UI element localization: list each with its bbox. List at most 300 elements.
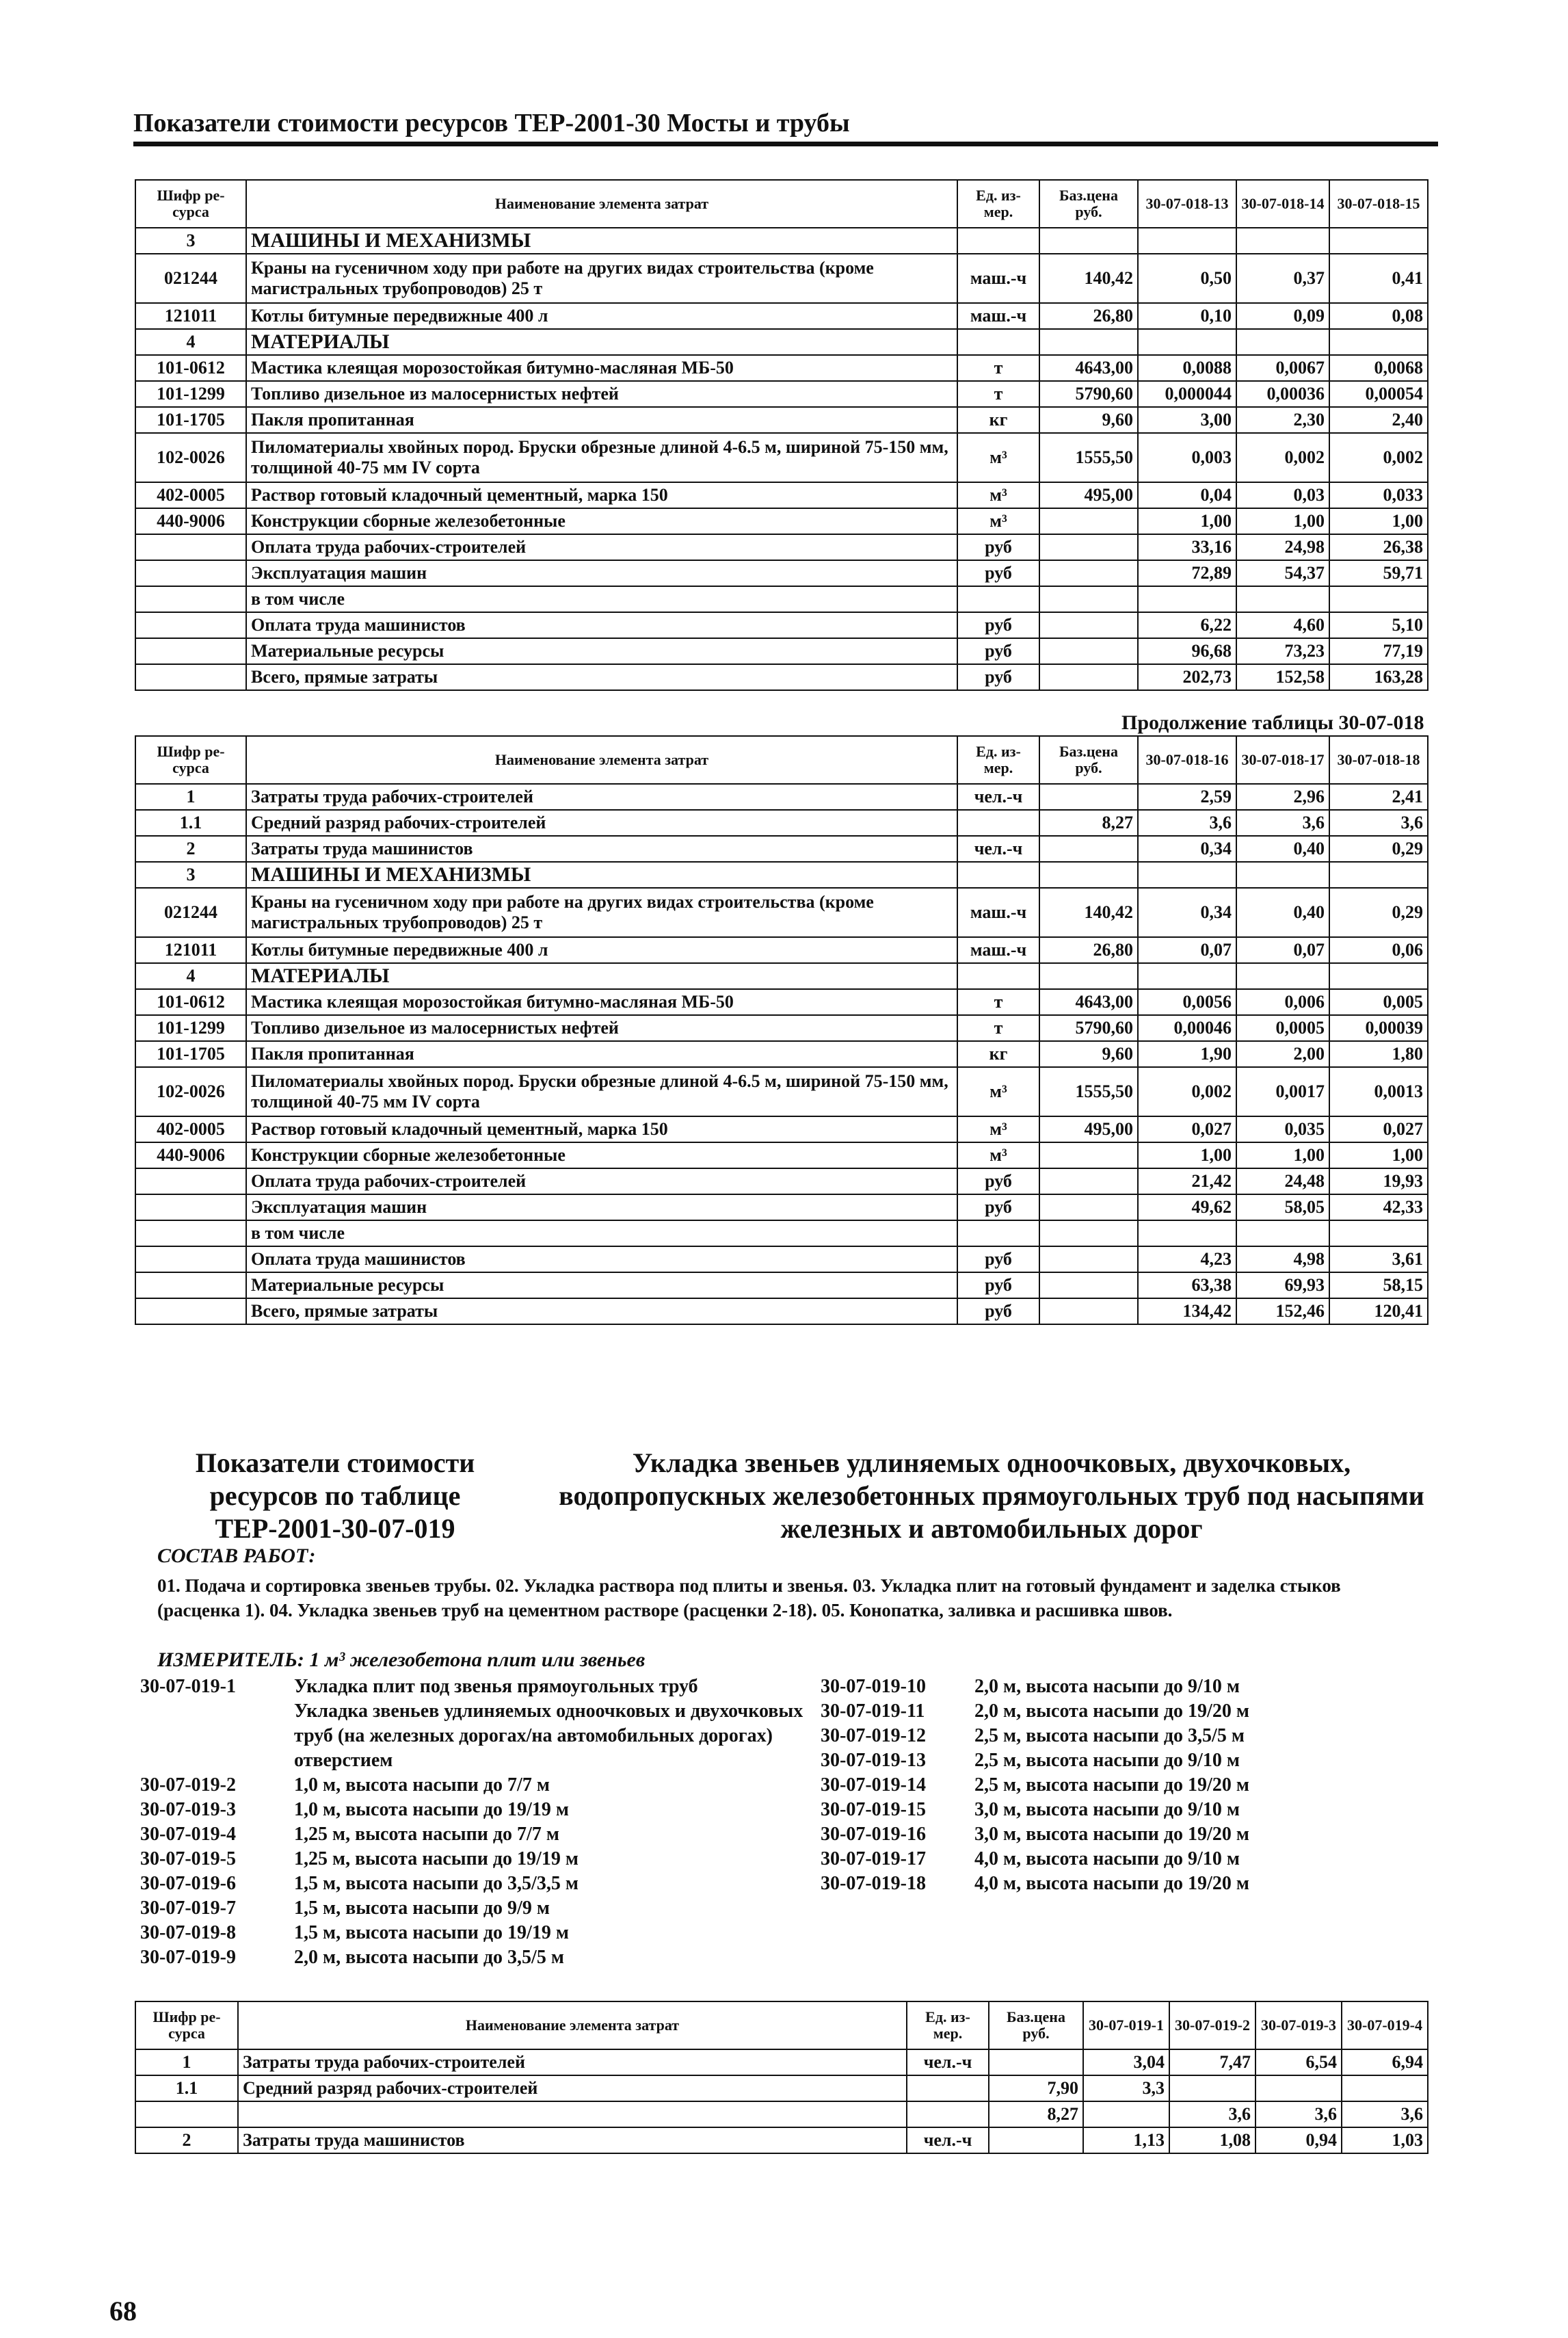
table-cell: маш.-ч (957, 303, 1039, 329)
table-row (135, 1116, 1428, 1142)
table-cell: 69,93 (1236, 1272, 1329, 1298)
table-cell: руб (957, 560, 1039, 586)
table-cell: 4,23 (1138, 1246, 1236, 1272)
table-cell: 3,00 (1138, 407, 1236, 433)
code-number: 30-07-019-5 (140, 1848, 236, 1869)
table-cell: 152,46 (1236, 1298, 1329, 1324)
table-cell (1138, 963, 1236, 989)
table-cell: Затраты труда рабочих-строителей (246, 784, 957, 810)
table-cell (1138, 862, 1236, 888)
table-cell (135, 664, 246, 690)
code-description: 1,0 м, высота насыпи до 7/7 м (294, 1774, 550, 1796)
table-header-row (135, 180, 1428, 228)
table-cell: 163,28 (1329, 664, 1428, 690)
table-cell: т (957, 1015, 1039, 1041)
code-list-item (140, 1945, 810, 1970)
code-number: 30-07-019-7 (140, 1897, 236, 1919)
code-number: 30-07-019-2 (140, 1774, 236, 1796)
table-cell: 26,80 (1039, 937, 1138, 963)
code-description: 3,0 м, высота насыпи до 19/20 м (974, 1824, 1249, 1845)
table-cell: 7,90 (989, 2075, 1083, 2101)
table-cell: 0,027 (1329, 1116, 1428, 1142)
table-row (135, 586, 1428, 612)
codes-list-left (140, 1674, 810, 1970)
table-cell: 2,41 (1329, 784, 1428, 810)
cost-table-019 (135, 2001, 1429, 2154)
code-list-item (140, 1773, 810, 1798)
table-cell: Материальные ресурсы (246, 638, 957, 664)
table-row (135, 963, 1428, 989)
table-cell (135, 586, 246, 612)
table-row (135, 1272, 1428, 1298)
code-list-item (140, 1921, 810, 1945)
code-list-item (821, 1699, 1436, 1724)
table-row (135, 784, 1428, 810)
table-row (135, 836, 1428, 862)
table-cell: м³ (957, 433, 1039, 482)
table-row (135, 1298, 1428, 1324)
table-cell: 2,00 (1236, 1041, 1329, 1067)
table-cell: Оплата труда машинистов (246, 612, 957, 638)
table-cell (135, 638, 246, 664)
column-header: Ед. из-мер. (907, 2001, 989, 2049)
column-header: Шифр ре-сурса (135, 2001, 238, 2049)
table-cell: Оплата труда рабочих-строителей (246, 1168, 957, 1194)
table-continuation-caption: Продолжение таблицы 30-07-018 (1121, 711, 1424, 734)
table-cell (1039, 1142, 1138, 1168)
table-cell: 6,94 (1342, 2049, 1428, 2075)
code-number: 30-07-019-9 (140, 1947, 236, 1968)
table-cell (135, 2101, 238, 2127)
table-cell (907, 2075, 989, 2101)
table-cell: 77,19 (1329, 638, 1428, 664)
table-cell: Котлы битумные передвижные 400 л (246, 303, 957, 329)
code-number: 30-07-019-10 (821, 1676, 926, 1697)
table-cell: 0,0068 (1329, 355, 1428, 381)
table-cell: 0,000044 (1138, 381, 1236, 407)
table-cell: 0,035 (1236, 1116, 1329, 1142)
table-cell: Топливо дизельное из малосернистых нефтей (246, 381, 957, 407)
table-cell (1236, 963, 1329, 989)
code-number: 30-07-019-15 (821, 1799, 926, 1820)
table-cell: 1555,50 (1039, 1067, 1138, 1116)
table-row (135, 1067, 1428, 1116)
table-cell: 1,80 (1329, 1041, 1428, 1067)
column-header: 30-07-018-18 (1329, 736, 1428, 784)
table-cell: 42,33 (1329, 1194, 1428, 1220)
code-description: 2,0 м, высота насыпи до 3,5/5 м (294, 1947, 564, 1968)
table-row (135, 1041, 1428, 1067)
table-cell: 0,005 (1329, 989, 1428, 1015)
table-cell: в том числе (246, 1220, 957, 1246)
table-cell: 102-0026 (135, 433, 246, 482)
table-cell: Пиломатериалы хвойных пород. Бруски обрезные длиной 4-6.5 м, шириной 75-150 мм, толщиной 40-75 мм IV сорта (246, 1067, 957, 1116)
code-number: 30-07-019-18 (821, 1873, 926, 1894)
code-description: 2,0 м, высота насыпи до 9/10 м (974, 1676, 1240, 1697)
table-cell: Всего, прямые затраты (246, 1298, 957, 1324)
table-cell: 0,04 (1138, 482, 1236, 508)
table-cell: 24,48 (1236, 1168, 1329, 1194)
table-cell: 0,29 (1329, 888, 1428, 937)
table-cell: 3,61 (1329, 1246, 1428, 1272)
table-cell: 0,0005 (1236, 1015, 1329, 1041)
column-header: 30-07-018-15 (1329, 180, 1428, 228)
table-cell: МАТЕРИАЛЫ (246, 329, 957, 355)
table-cell: 3,6 (1236, 810, 1329, 836)
table-cell: 1555,50 (1039, 433, 1138, 482)
table-cell: 0,07 (1236, 937, 1329, 963)
table-cell (1039, 862, 1138, 888)
table-cell: чел.-ч (907, 2127, 989, 2153)
table-cell: Топливо дизельное из малосернистых нефтей (246, 1015, 957, 1041)
table-cell (957, 228, 1039, 254)
code-list-item (140, 1822, 810, 1847)
table-cell (1236, 329, 1329, 355)
table-cell: 3,6 (1138, 810, 1236, 836)
code-description: 2,0 м, высота насыпи до 19/20 м (974, 1700, 1249, 1722)
table-cell (1329, 963, 1428, 989)
table-cell: 1,08 (1169, 2127, 1255, 2153)
codes-list-right (821, 1674, 1436, 1896)
table-cell: 5790,60 (1039, 381, 1138, 407)
table-row (135, 355, 1428, 381)
table-cell (1236, 586, 1329, 612)
table-cell: Пиломатериалы хвойных пород. Бруски обрезные длиной 4-6.5 м, шириной 75-150 мм, толщиной 40-75 мм IV сорта (246, 433, 957, 482)
table-cell: 0,94 (1255, 2127, 1342, 2153)
table-cell (1039, 664, 1138, 690)
code-list-item (140, 1674, 810, 1699)
table-cell: 4643,00 (1039, 989, 1138, 1015)
cost-table-018-16-18 (135, 735, 1429, 1325)
table-row (135, 810, 1428, 836)
code-list-item (821, 1847, 1436, 1871)
table-cell: 0,50 (1138, 254, 1236, 303)
table-cell: Всего, прямые затраты (246, 664, 957, 690)
code-description: Укладка плит под звенья прямоугольных труб (294, 1676, 698, 1697)
table-cell: маш.-ч (957, 254, 1039, 303)
table-cell: Котлы битумные передвижные 400 л (246, 937, 957, 963)
table-cell: 1,13 (1083, 2127, 1169, 2153)
column-header: 30-07-018-17 (1236, 736, 1329, 784)
table-row (135, 989, 1428, 1015)
table-row (135, 228, 1428, 254)
table-cell: 21,42 (1138, 1168, 1236, 1194)
table-cell: Затраты труда рабочих-строителей (238, 2049, 907, 2075)
table-cell: кг (957, 1041, 1039, 1067)
table-cell: 121011 (135, 937, 246, 963)
table-cell: 1,00 (1329, 1142, 1428, 1168)
table-cell (1039, 1194, 1138, 1220)
table-row (135, 937, 1428, 963)
table-cell: 9,60 (1039, 1041, 1138, 1067)
table-cell: 4 (135, 329, 246, 355)
table-cell (1039, 1272, 1138, 1298)
table-cell: 59,71 (1329, 560, 1428, 586)
table-cell (1039, 534, 1138, 560)
table-cell: 0,002 (1236, 433, 1329, 482)
table-cell: 0,03 (1236, 482, 1329, 508)
table-cell (1329, 329, 1428, 355)
table-cell: руб (957, 612, 1039, 638)
table-cell: 0,34 (1138, 888, 1236, 937)
table-cell: 0,40 (1236, 836, 1329, 862)
table-cell: Конструкции сборные железобетонные (246, 508, 957, 534)
table-cell (957, 586, 1039, 612)
code-number: 30-07-019-12 (821, 1725, 926, 1746)
code-number: 30-07-019-13 (821, 1750, 926, 1771)
table-cell: 0,0017 (1236, 1067, 1329, 1116)
table-row (135, 303, 1428, 329)
table-cell: т (957, 381, 1039, 407)
code-list-item (821, 1748, 1436, 1773)
table-row (135, 254, 1428, 303)
table-row (135, 1015, 1428, 1041)
table-cell: 4643,00 (1039, 355, 1138, 381)
table-cell: 6,54 (1255, 2049, 1342, 2075)
table-cell: руб (957, 1168, 1039, 1194)
table-cell: Раствор готовый кладочный цементный, марка 150 (246, 1116, 957, 1142)
table-row (135, 329, 1428, 355)
table-cell: м³ (957, 1142, 1039, 1168)
table-cell: 1.1 (135, 2075, 238, 2101)
column-header: Баз.цена руб. (989, 2001, 1083, 2049)
table-cell: 152,58 (1236, 664, 1329, 690)
table-cell: в том числе (246, 586, 957, 612)
table-cell: Мастика клеящая морозостойкая битумно-масляная МБ-50 (246, 989, 957, 1015)
code-description: 2,5 м, высота насыпи до 9/10 м (974, 1750, 1240, 1771)
column-header: Шифр ре-сурса (135, 180, 246, 228)
table-cell: 0,006 (1236, 989, 1329, 1015)
table-cell: Материальные ресурсы (246, 1272, 957, 1298)
code-list-item (821, 1798, 1436, 1822)
table-cell: руб (957, 1194, 1039, 1220)
table-cell: МАШИНЫ И МЕХАНИЗМЫ (246, 862, 957, 888)
table-row (135, 2075, 1428, 2101)
table-cell: 3,6 (1342, 2101, 1428, 2127)
column-header: Баз.цена руб. (1039, 736, 1138, 784)
table-cell: чел.-ч (957, 836, 1039, 862)
table-cell (135, 612, 246, 638)
table-cell: 1,00 (1236, 508, 1329, 534)
meter-heading: ИЗМЕРИТЕЛЬ: 1 м³ железобетона плит или звеньев (157, 1649, 646, 1671)
table-row (135, 862, 1428, 888)
table-cell: 101-1705 (135, 1041, 246, 1067)
table-cell: Раствор готовый кладочный цементный, марка 150 (246, 482, 957, 508)
table-cell (989, 2127, 1083, 2153)
table-cell: 0,08 (1329, 303, 1428, 329)
table-row (135, 1246, 1428, 1272)
table-row (135, 407, 1428, 433)
table-cell: 202,73 (1138, 664, 1236, 690)
table-cell: 402-0005 (135, 482, 246, 508)
table-cell (1342, 2075, 1428, 2101)
table-cell (989, 2049, 1083, 2075)
table-cell (238, 2101, 907, 2127)
table-cell (135, 1194, 246, 1220)
table-cell: чел.-ч (907, 2049, 989, 2075)
code-list-item (140, 1699, 810, 1773)
table-cell: МАШИНЫ И МЕХАНИЗМЫ (246, 228, 957, 254)
table-cell (1039, 329, 1138, 355)
code-number: 30-07-019-17 (821, 1848, 926, 1869)
column-header: 30-07-019-2 (1169, 2001, 1255, 2049)
column-header: 30-07-019-3 (1255, 2001, 1342, 2049)
work-composition-text: 01. Подача и сортировка звеньев трубы. 02. Укладка раствора под плиты и звенья. 03. Укладка плит на готовый фундамент и заделка стыков (расценка 1). 04. Укладка звеньев труб на цементном растворе (расценки 2-18). 05. Конопатка, заливка и расшивка швов. (157, 1575, 1341, 1620)
table-cell: 3,3 (1083, 2075, 1169, 2101)
table-cell: руб (957, 1246, 1039, 1272)
table-row (135, 534, 1428, 560)
table-cell: 101-1299 (135, 381, 246, 407)
column-header: 30-07-018-16 (1138, 736, 1236, 784)
table-cell: 0,003 (1138, 433, 1236, 482)
work-composition-heading: СОСТАВ РАБОТ: (157, 1545, 316, 1567)
code-description: 1,0 м, высота насыпи до 19/19 м (294, 1799, 569, 1820)
table-cell: 3 (135, 228, 246, 254)
table-cell (957, 329, 1039, 355)
table-cell (1138, 329, 1236, 355)
table-row (135, 482, 1428, 508)
table-cell: руб (957, 1272, 1039, 1298)
table-cell: Оплата труда рабочих-строителей (246, 534, 957, 560)
column-header: Ед. из-мер. (957, 180, 1039, 228)
code-number: 30-07-019-8 (140, 1922, 236, 1943)
table-cell: 1,00 (1236, 1142, 1329, 1168)
table-cell: 495,00 (1039, 482, 1138, 508)
cost-table-018-13-15 (135, 179, 1429, 691)
column-header: 30-07-018-13 (1138, 180, 1236, 228)
column-header: Наименование элемента затрат (246, 736, 957, 784)
table-cell: 54,37 (1236, 560, 1329, 586)
table-cell (135, 534, 246, 560)
table-cell: маш.-ч (957, 937, 1039, 963)
table-cell: 3,04 (1083, 2049, 1169, 2075)
table-cell (1039, 784, 1138, 810)
code-number: 30-07-019-1 (140, 1676, 236, 1697)
code-description: 1,5 м, высота насыпи до 9/9 м (294, 1897, 550, 1919)
table-row (135, 612, 1428, 638)
table-cell: м³ (957, 1116, 1039, 1142)
table-cell (957, 963, 1039, 989)
table-cell (135, 1220, 246, 1246)
table-cell: 0,033 (1329, 482, 1428, 508)
table-cell: 26,80 (1039, 303, 1138, 329)
table-cell: Затраты труда машинистов (246, 836, 957, 862)
table-cell: т (957, 989, 1039, 1015)
code-description: 1,25 м, высота насыпи до 19/19 м (294, 1848, 579, 1869)
table-cell: 0,0067 (1236, 355, 1329, 381)
table-cell (1039, 638, 1138, 664)
table-cell: 101-0612 (135, 355, 246, 381)
code-list-item (821, 1773, 1436, 1798)
column-header: Ед. из-мер. (957, 736, 1039, 784)
code-description: 1,5 м, высота насыпи до 3,5/3,5 м (294, 1873, 579, 1894)
table-cell: 26,38 (1329, 534, 1428, 560)
table-cell: 021244 (135, 254, 246, 303)
table-cell (1039, 1220, 1138, 1246)
table-row (135, 508, 1428, 534)
table-cell (135, 1246, 246, 1272)
table-cell: 5,10 (1329, 612, 1428, 638)
column-header: Баз.цена руб. (1039, 180, 1138, 228)
table-cell: 1.1 (135, 810, 246, 836)
table-cell: 0,37 (1236, 254, 1329, 303)
table-cell: 72,89 (1138, 560, 1236, 586)
table-cell: 140,42 (1039, 888, 1138, 937)
table-cell (957, 1220, 1039, 1246)
table-cell: 1 (135, 2049, 238, 2075)
table-cell: 1,90 (1138, 1041, 1236, 1067)
code-description: 4,0 м, высота насыпи до 9/10 м (974, 1848, 1240, 1869)
table-cell: Средний разряд рабочих-строителей (246, 810, 957, 836)
table-cell: 8,27 (1039, 810, 1138, 836)
table-cell: кг (957, 407, 1039, 433)
table-cell (1138, 1220, 1236, 1246)
code-description: 4,0 м, высота насыпи до 19/20 м (974, 1873, 1249, 1894)
code-number: 30-07-019-11 (821, 1700, 925, 1722)
table-cell: Мастика клеящая морозостойкая битумно-масляная МБ-50 (246, 355, 957, 381)
table-cell: 24,98 (1236, 534, 1329, 560)
table-cell: 2,59 (1138, 784, 1236, 810)
code-list-item (821, 1724, 1436, 1748)
table-cell (1039, 1246, 1138, 1272)
table-cell: 0,00039 (1329, 1015, 1428, 1041)
table-cell (1039, 586, 1138, 612)
table-row (135, 1142, 1428, 1168)
table-cell: 0,00046 (1138, 1015, 1236, 1041)
column-header: Наименование элемента затрат (238, 2001, 907, 2049)
table-cell: Пакля пропитанная (246, 407, 957, 433)
table-cell: 7,47 (1169, 2049, 1255, 2075)
table-cell: 4,60 (1236, 612, 1329, 638)
section-title-right: Укладка звеньев удлиняемых одноочковых, двухочковых, водопропускных железобетонных прямоугольных труб под насыпями железных и автомобильных дорог (559, 1447, 1424, 1544)
table-cell: руб (957, 534, 1039, 560)
table-cell: 402-0005 (135, 1116, 246, 1142)
column-header: 30-07-019-4 (1342, 2001, 1428, 2049)
table-cell: 5790,60 (1039, 1015, 1138, 1041)
code-description: 2,5 м, высота насыпи до 3,5/5 м (974, 1725, 1245, 1746)
table-cell: 2,40 (1329, 407, 1428, 433)
table-cell: 1,00 (1138, 1142, 1236, 1168)
table-cell: 96,68 (1138, 638, 1236, 664)
table-cell (1039, 508, 1138, 534)
page-number: 68 (109, 2296, 137, 2326)
table-cell (1039, 963, 1138, 989)
table-cell: 3,6 (1329, 810, 1428, 836)
code-number: 30-07-019-16 (821, 1824, 926, 1845)
code-description: 2,5 м, высота насыпи до 19/20 м (974, 1774, 1249, 1796)
table-cell: Затраты труда машинистов (238, 2127, 907, 2153)
table-cell: 4 (135, 963, 246, 989)
table-cell: 140,42 (1039, 254, 1138, 303)
table-row (135, 1220, 1428, 1246)
table-cell (1039, 560, 1138, 586)
table-cell: Краны на гусеничном ходу при работе на других видах строительства (кроме магистральных трубопроводов) 25 т (246, 254, 957, 303)
table-cell: Конструкции сборные железобетонные (246, 1142, 957, 1168)
table-cell: 021244 (135, 888, 246, 937)
column-header: 30-07-019-1 (1083, 2001, 1169, 2049)
table-cell: 2 (135, 2127, 238, 2153)
table-row (135, 1194, 1428, 1220)
table-cell: 0,40 (1236, 888, 1329, 937)
table-cell: 0,002 (1138, 1067, 1236, 1116)
table-cell: 0,41 (1329, 254, 1428, 303)
code-list-item (140, 1871, 810, 1896)
table-cell: м³ (957, 508, 1039, 534)
table-cell: чел.-ч (957, 784, 1039, 810)
code-number: 30-07-019-3 (140, 1799, 236, 1820)
table-cell: 73,23 (1236, 638, 1329, 664)
code-list-item (821, 1674, 1436, 1699)
